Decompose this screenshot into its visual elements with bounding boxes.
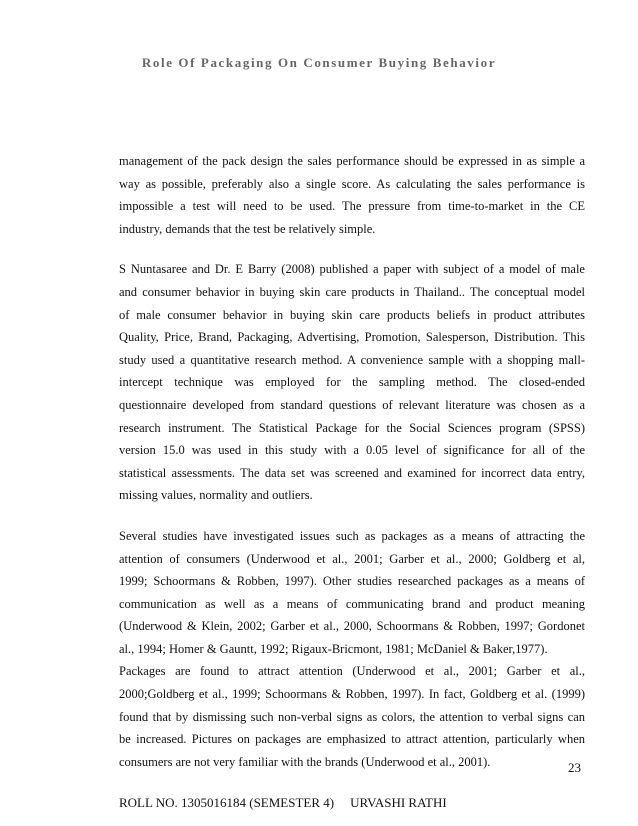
text-line: (Underwood & Klein, 2002; Garber et al., 2000, Schoormans & Robben, 1997; Gordonet bbox=[119, 619, 585, 634]
text-line: statistical assessments. The data set was screened and examined for incorrect data entry, bbox=[119, 465, 585, 480]
text-line: 2000;Goldberg et al., 1999; Schoormans & Robben, 1997). In fact, Goldberg et al. (1999) bbox=[119, 687, 585, 702]
text-line: version 15.0 was used in this study with a 0.05 level of significance for all of the bbox=[119, 443, 585, 458]
text-line: management of the pack design the sales performance should be expressed in as simple a bbox=[119, 154, 585, 168]
text-line: Several studies have investigated issues such as packages as a means of attracting the bbox=[119, 528, 585, 543]
paragraph-pack-design bbox=[119, 150, 585, 240]
paragraph-nuntasaree-barry bbox=[119, 258, 585, 507]
text-line: of male consumer behavior in buying skin care products beliefs in product attributes bbox=[119, 307, 585, 322]
text-line: S Nuntasaree and Dr. E Barry (2008) published a paper with subject of a model of male bbox=[119, 262, 585, 277]
text-line: Packages are found to attract attention (Underwood et al., 2001; Garber et al., bbox=[119, 664, 585, 679]
page-number: 23 bbox=[568, 760, 581, 775]
footer-author-name: URVASHI RATHI bbox=[350, 795, 447, 810]
text-line: missing values, normality and outliers. bbox=[119, 488, 313, 503]
text-line: Quality, Price, Brand, Packaging, Advertising, Promotion, Salesperson, Distribution. This bbox=[119, 330, 585, 345]
text-line: consumers are not very familiar with the brands (Underwood et al., 2001). bbox=[119, 754, 491, 769]
text-line: questionnaire developed from standard questions of relevant literature was chosen as a bbox=[119, 397, 585, 412]
footer bbox=[119, 795, 447, 811]
text-line: study used a quantitative research method. A convenience sample with a shopping mall- bbox=[119, 352, 585, 367]
paragraph-packaging-studies bbox=[119, 525, 585, 774]
text-line: and consumer behavior in buying skin care products in Thailand.. The conceptual model bbox=[119, 284, 585, 299]
text-line: way as possible, preferably also a single score. As calculating the sales performance is bbox=[119, 176, 585, 191]
text-line: be increased. Pictures on packages are emphasized to attract attention, particularly when bbox=[119, 732, 585, 747]
text-line: research instrument. The Statistical Package for the Social Sciences program (SPSS) bbox=[119, 420, 585, 435]
text-line: impossible a test will need to be used. The pressure from time-to-market in the CE bbox=[119, 199, 585, 214]
text-line: found that by dismissing such non-verbal signs as colors, the attention to verbal signs can bbox=[119, 709, 585, 724]
text-line: attention of consumers (Underwood et al., 2001; Garber et al., 2000; Goldberg et al, bbox=[119, 551, 585, 566]
text-line: 1999; Schoormans & Robben, 1997). Other studies researched packages as a means of bbox=[119, 574, 585, 589]
text-line: communication as well as a means of communicating brand and product meaning bbox=[119, 596, 585, 611]
text-line: intercept technique was employed for the sampling method. The closed-ended bbox=[119, 375, 585, 390]
text-line: al., 1994; Homer & Gauntt, 1992; Rigaux-Bricmont, 1981; McDaniel & Baker,1977). bbox=[119, 641, 548, 656]
footer-roll-number: ROLL NO. 1305016184 (SEMESTER 4) bbox=[119, 795, 335, 810]
body-text bbox=[119, 150, 585, 773]
text-line: industry, demands that the test be relatively simple. bbox=[119, 221, 376, 236]
running-header-title: Role Of Packaging On Consumer Buying Behavior bbox=[141, 55, 497, 70]
